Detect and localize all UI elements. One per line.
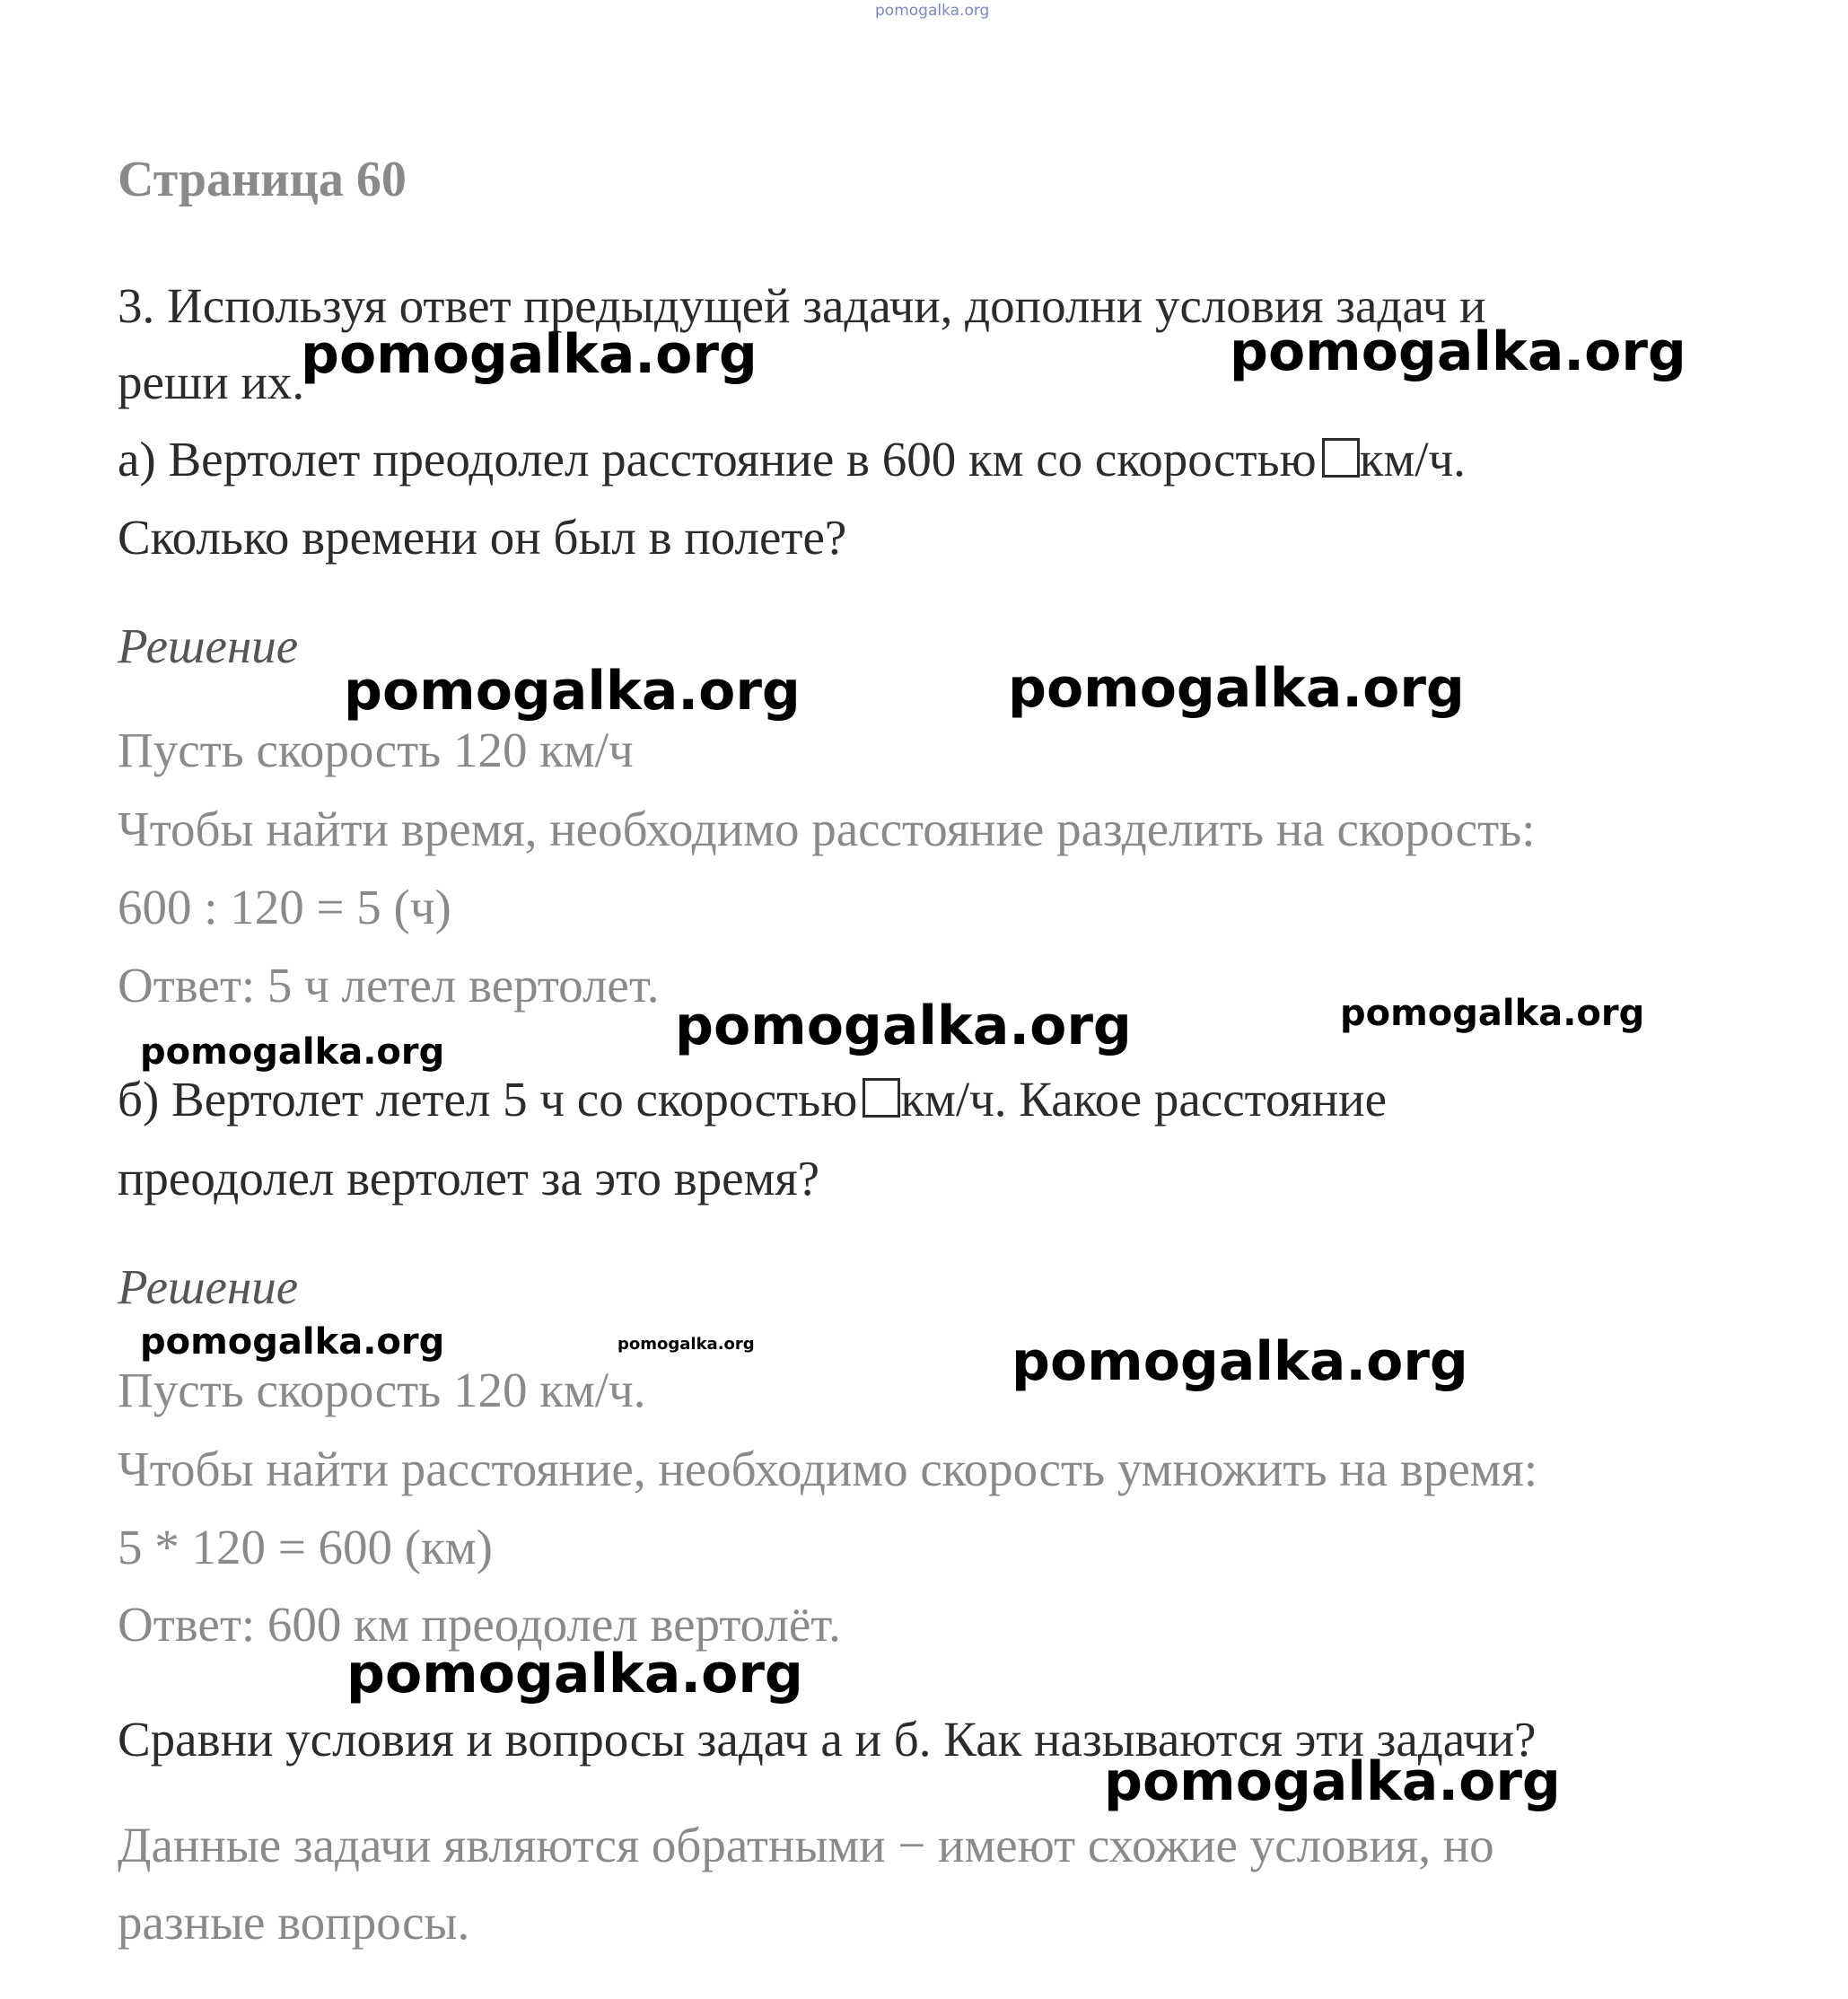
solution-b-label: Решение [118, 1259, 299, 1314]
watermark: pomogalka.org [140, 1031, 445, 1073]
solution-a-label: Решение [118, 618, 299, 673]
task-intro-line-2: реши их. [118, 355, 305, 409]
task-b-line-1 [118, 1072, 1387, 1127]
blank-box-icon [1322, 438, 1360, 478]
solution-a-line-4: Ответ: 5 ч летел вертолет. [118, 958, 660, 1013]
solution-a-line-2: Чтобы найти время, необходимо расстояние разделить на скорость: [118, 802, 1536, 856]
compare-question: Сравни условия и вопросы задач а и б. Как называются эти задачи? [118, 1712, 1537, 1767]
task-b-text: б) Вертолет летел 5 ч со скоростью [118, 1072, 858, 1127]
page-title: Страница 60 [118, 152, 407, 207]
watermark: pomogalka.org [301, 323, 758, 386]
conclusion-line-1: Данные задачи являются обратными − имеют схожие условия, но [118, 1818, 1494, 1872]
watermark: pomogalka.org [1008, 657, 1465, 720]
solution-b-line-4: Ответ: 600 км преодолел вертолёт. [118, 1597, 841, 1652]
watermark: pomogalka.org [1340, 993, 1645, 1034]
blank-box-icon [863, 1078, 900, 1118]
task-intro-line-1: 3. Используя ответ предыдущей задачи, дополни условия задач и [118, 278, 1486, 333]
task-a-line-2: Сколько времени он был в полете? [118, 510, 847, 565]
watermark: pomogalka.org [346, 1643, 803, 1705]
task-b-line-2: преодолел вертолет за это время? [118, 1151, 820, 1206]
task-a-unit: км/ч. [1359, 432, 1466, 487]
watermark: pomogalka.org [675, 995, 1132, 1057]
solution-b-line-1: Пусть скорость 120 км/ч. [118, 1363, 646, 1417]
watermark: pomogalka.org [1012, 1330, 1468, 1393]
watermark: pomogalka.org [1104, 1750, 1561, 1813]
task-a-text: а) Вертолет преодолел расстояние в 600 км со скоростью [118, 432, 1317, 487]
watermark: pomogalka.org [344, 660, 801, 723]
watermark: pomogalka.org [1230, 320, 1686, 383]
solution-a-line-1: Пусть скорость 120 км/ч [118, 723, 634, 777]
watermark: pomogalka.org [140, 1321, 445, 1363]
solution-b-line-2: Чтобы найти расстояние, необходимо скорость умножить на время: [118, 1442, 1538, 1496]
watermark-top: pomogalka.org [875, 2, 990, 20]
task-b-unit: км/ч. Какое расстояние [900, 1072, 1387, 1127]
solution-b-line-3: 5 * 120 = 600 (км) [118, 1520, 493, 1574]
watermark: pomogalka.org [617, 1335, 755, 1354]
solution-a-line-3: 600 : 120 = 5 (ч) [118, 880, 451, 934]
task-a-line-1 [118, 432, 1466, 487]
conclusion-line-2: разные вопросы. [118, 1895, 470, 1950]
